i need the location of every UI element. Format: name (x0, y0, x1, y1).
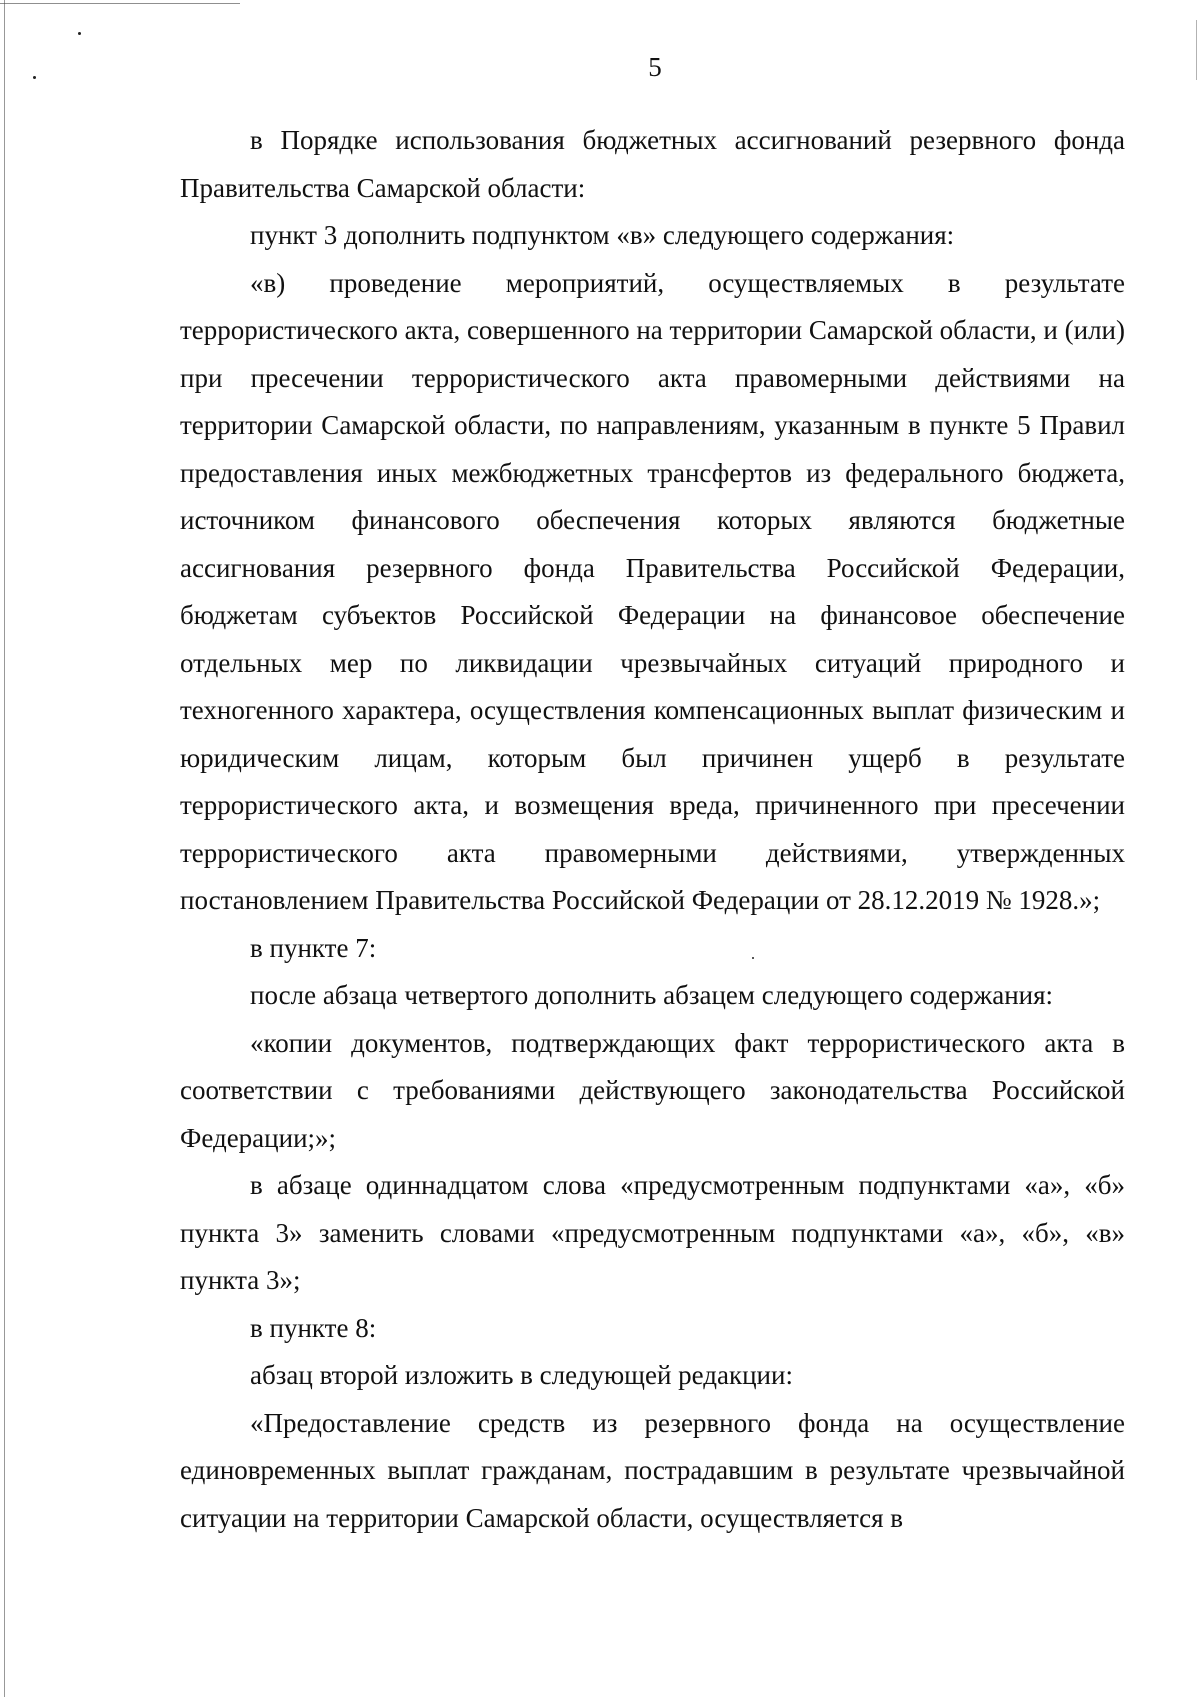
paragraph: «копии документов, подтверждающих факт террористического акта в соответствии с требованиями действующего законодательства Российской Федерации;»; (180, 1027, 1125, 1153)
paragraph: в пункте 7: (250, 932, 377, 963)
paragraph: «Предоставление средств из резервного фонда на осуществление единовременных выплат гражданам, пострадавшим в результате чрезвычайной ситуации на территории Самарской области, осуществляется в (180, 1407, 1125, 1533)
page-number: 5 (648, 52, 662, 82)
paragraph: в пункте 8: (250, 1312, 377, 1343)
paragraph: «в) проведение мероприятий, осуществляемых в результате террористического акта, совершенного на территории Самарской области, и (или) при пресечении террористического акта правомерными действиями на территории Самарской области, по направлениям, указанным в пункте 5 Правил предоставления иных межбюджетных трансфертов из федерального бюджета, источником финансового обеспечения которых являются бюджетные ассигнования резервного фонда Правительства Российской Федерации, бюджетам субъектов Российской Федерации на финансовое обеспечение отдельных мер по ликвидации чрезвычайных ситуаций природного и техногенного характера, осуществления компенсационных выплат физическим и юридическим лицам, которым был причинен ущерб в результате террористического акта, и возмещения вреда, причиненного при пресечении террористического акта правомерными действиями, утвержденных постановлением Правительства Российской Федерации от 28.12.2019 № 1928.»; (180, 267, 1125, 915)
paragraph: абзац второй изложить в следующей редакции: (250, 1360, 793, 1390)
scan-speck (78, 32, 81, 35)
paragraph: в Порядке использования бюджетных ассигнований резервного фонда Правительства Самарской области: (180, 125, 1125, 203)
paragraph: после абзаца четвертого дополнить абзацем следующего содержания: (250, 980, 1054, 1010)
paragraph: в абзаце одиннадцатом слова «предусмотренным подпунктами «а», «б» пункта 3» заменить словами «предусмотренным подпунктами «а», «б», «в» пункта 3»; (180, 1170, 1125, 1295)
scan-top-edge (0, 3, 240, 4)
scan-left-edge (4, 0, 5, 1697)
paragraph: пункт 3 дополнить подпунктом «в» следующего содержания: (250, 220, 955, 250)
document-body (180, 117, 1125, 1542)
